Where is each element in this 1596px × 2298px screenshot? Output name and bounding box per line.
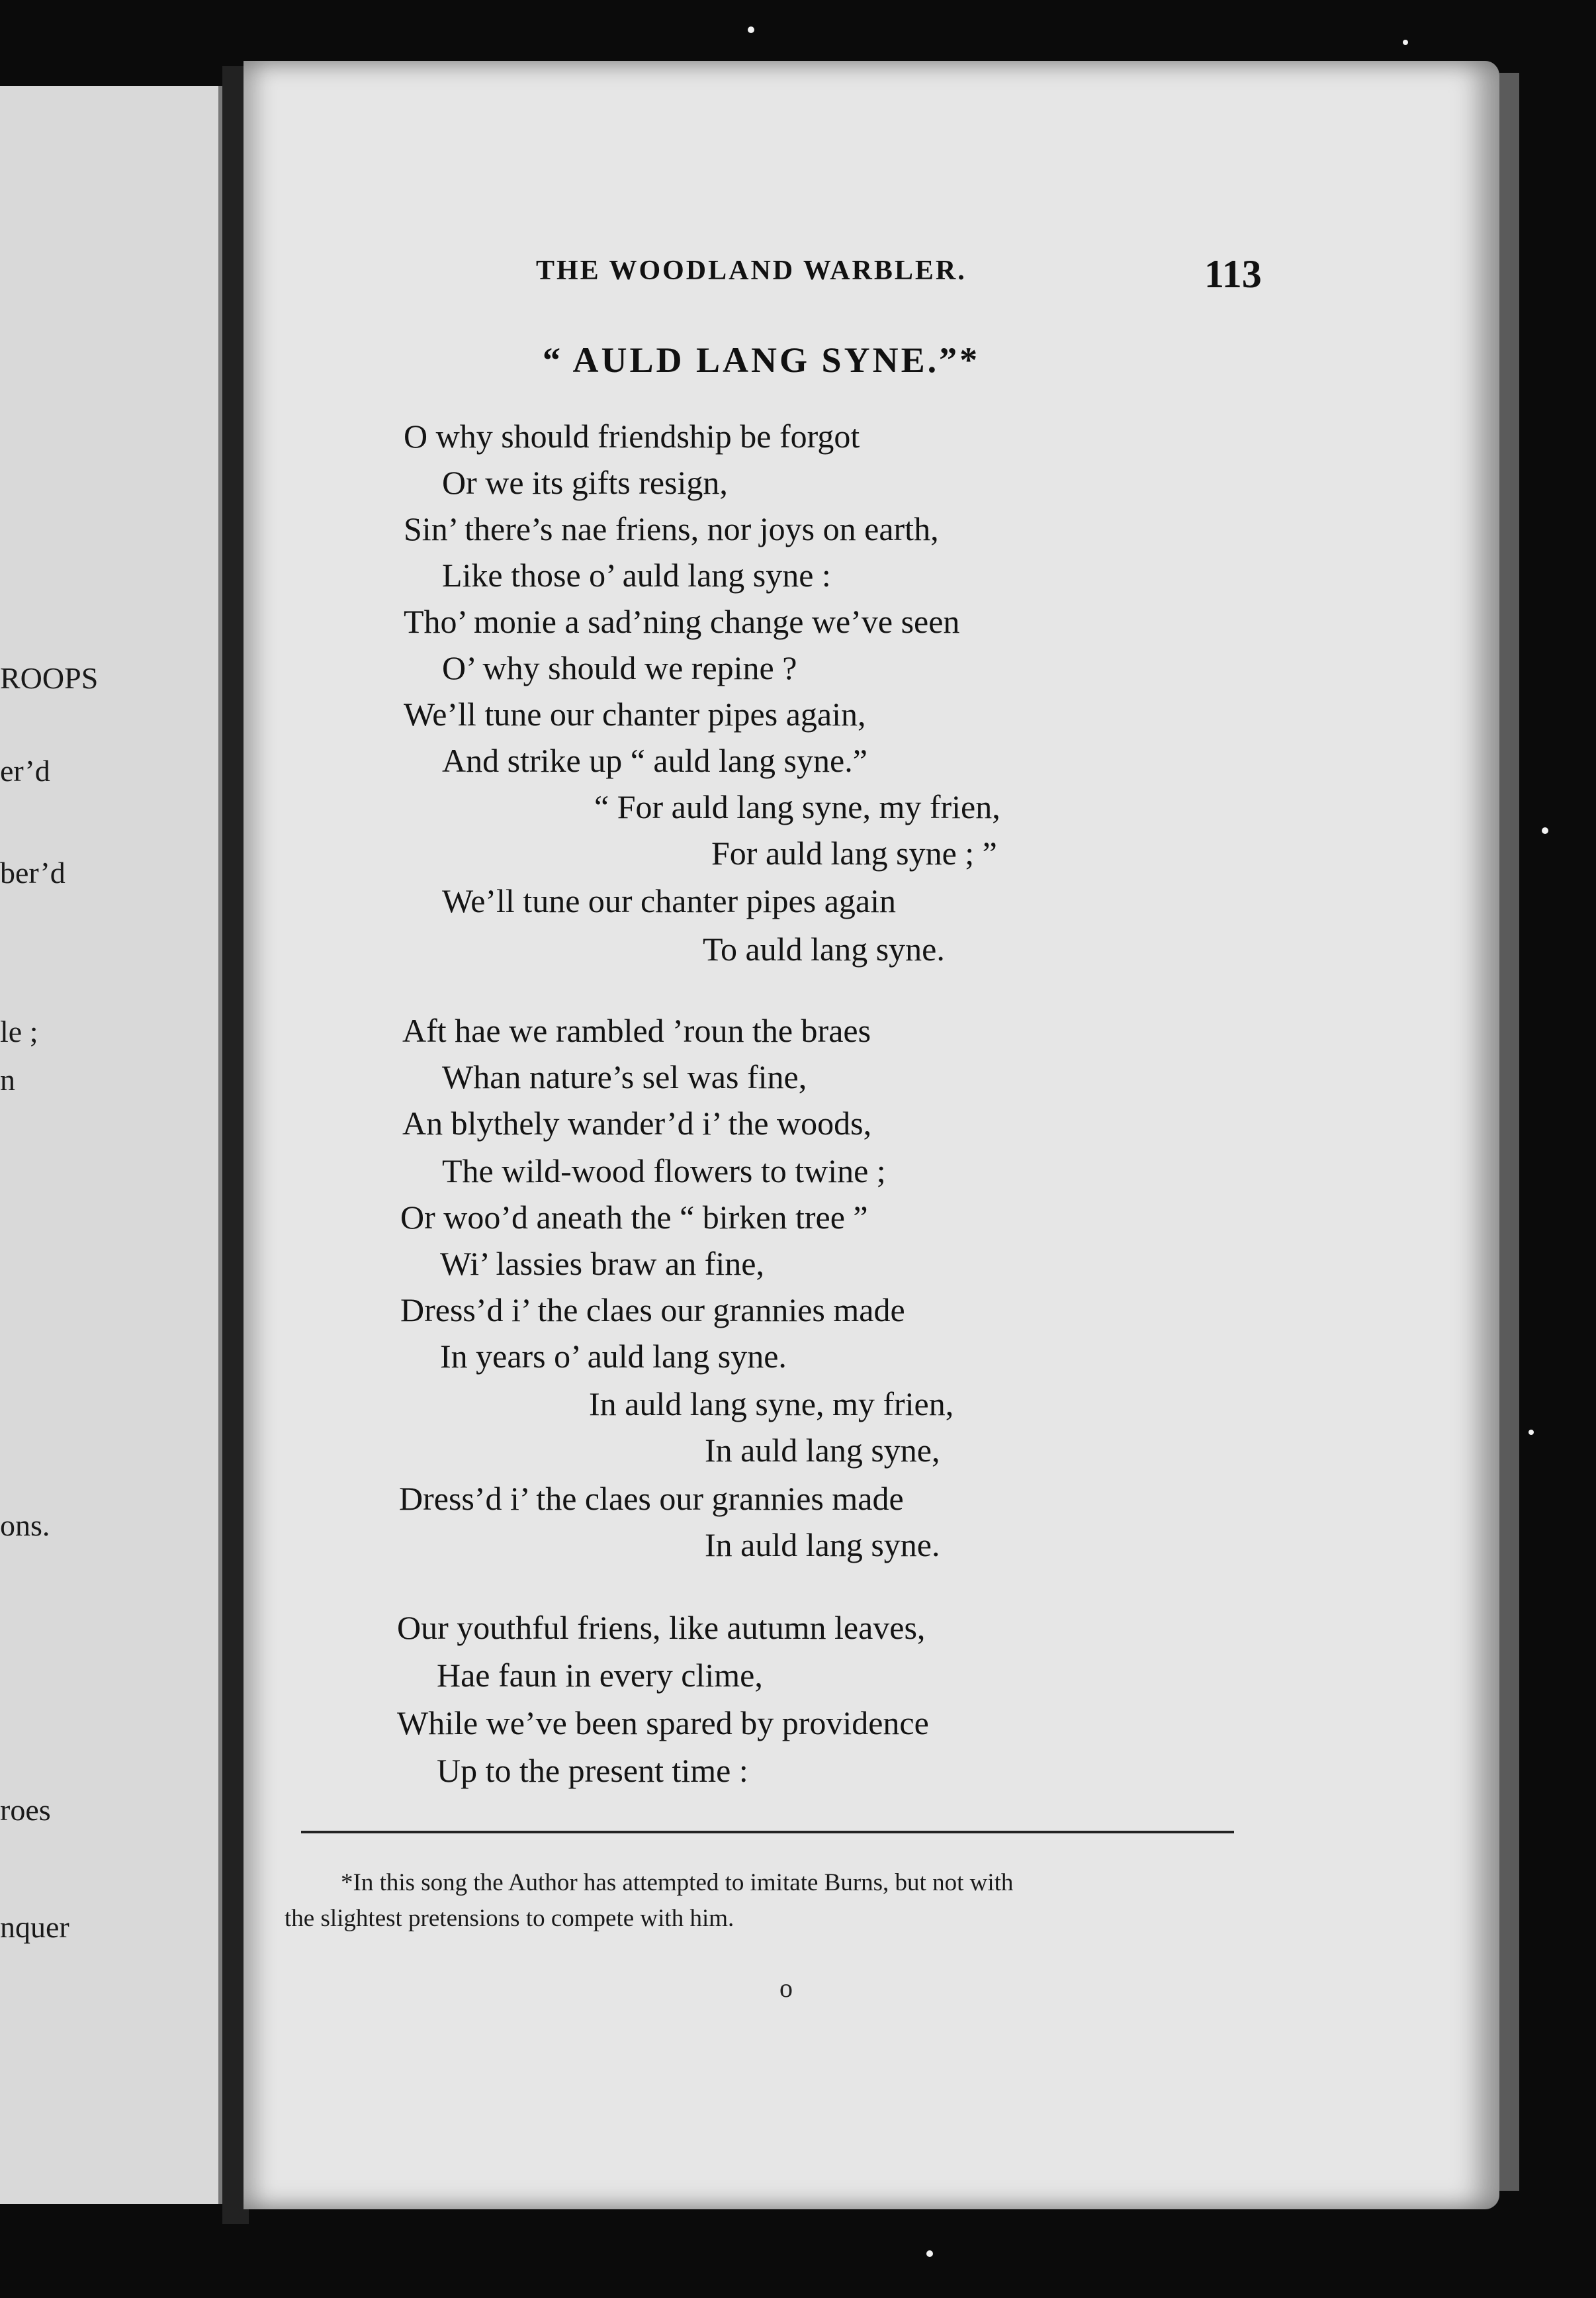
verse-line: The wild-wood flowers to twine ; bbox=[442, 1152, 886, 1189]
verse-line: Like those o’ auld lang syne : bbox=[442, 557, 831, 594]
scan-speck bbox=[926, 2250, 933, 2257]
verse-line: Up to the present time : bbox=[437, 1752, 748, 1789]
verse-line: Tho’ monie a sad’ning change we’ve seen bbox=[404, 603, 960, 640]
left-page-fragment: nquer bbox=[0, 1910, 69, 1944]
left-page-fragment: ber’d bbox=[0, 856, 66, 890]
page-edge-shadow bbox=[1499, 73, 1519, 2191]
left-facing-page bbox=[0, 86, 222, 2204]
running-head: THE WOODLAND WARBLER. bbox=[536, 255, 967, 286]
verse-line: Or we its gifts resign, bbox=[442, 464, 728, 501]
signature-mark: o bbox=[779, 1973, 793, 2003]
verse-line: Or woo’d aneath the “ birken tree ” bbox=[400, 1199, 868, 1236]
verse-line: Wi’ lassies braw an fine, bbox=[440, 1245, 764, 1282]
left-page-fragment: er’d bbox=[0, 754, 50, 788]
footnote bbox=[285, 1865, 1264, 1937]
verse-line: Dress’d i’ the claes our grannies made bbox=[400, 1291, 905, 1328]
footnote-rule bbox=[301, 1831, 1234, 1833]
song-title: “ AULD LANG SYNE.”* bbox=[543, 340, 981, 380]
verse-line: O why should friendship be forgot bbox=[404, 418, 860, 455]
verse-line: In years o’ auld lang syne. bbox=[440, 1338, 787, 1375]
page-number: 113 bbox=[1204, 252, 1262, 296]
chorus-line: In auld lang syne, my frien, bbox=[589, 1385, 954, 1422]
chorus-line: In auld lang syne, bbox=[705, 1432, 940, 1469]
chorus-line: For auld lang syne ; ” bbox=[711, 835, 997, 872]
chorus-line: We’ll tune our chanter pipes again bbox=[442, 882, 896, 919]
footnote-line: the slightest pretensions to compete with him. bbox=[285, 1905, 734, 1932]
left-page-fragment: ROOPS bbox=[0, 661, 99, 695]
scan-speck bbox=[748, 26, 754, 33]
verse-line: While we’ve been spared by providence bbox=[397, 1704, 929, 1741]
verse-line: Aft hae we rambled ’roun the braes bbox=[402, 1012, 871, 1049]
left-page-fragment: ons. bbox=[0, 1508, 50, 1542]
scan-speck bbox=[1529, 1430, 1534, 1435]
left-page-fragment: roes bbox=[0, 1793, 51, 1827]
chorus-line: Dress’d i’ the claes our grannies made bbox=[399, 1480, 904, 1517]
verse-line: And strike up “ auld lang syne.” bbox=[442, 742, 867, 779]
scan-speck bbox=[1403, 40, 1408, 45]
verse-line: Sin’ there’s nae friens, nor joys on earth, bbox=[404, 510, 939, 547]
scan-speck bbox=[1542, 827, 1548, 834]
verse-line: Our youthful friens, like autumn leaves, bbox=[397, 1609, 926, 1646]
footnote-line: *In this song the Author has attempted to imitate Burns, but not with bbox=[341, 1869, 1014, 1896]
verse-line: We’ll tune our chanter pipes again, bbox=[404, 696, 866, 733]
verse-line: O’ why should we repine ? bbox=[442, 649, 797, 686]
left-page-fragment: n bbox=[0, 1063, 15, 1097]
verse-line: Hae faun in every clime, bbox=[437, 1657, 763, 1694]
verse-line: An blythely wander’d i’ the woods, bbox=[402, 1105, 872, 1142]
verse-line: Whan nature’s sel was fine, bbox=[442, 1058, 807, 1095]
chorus-line: “ For auld lang syne, my frien, bbox=[594, 788, 1000, 825]
chorus-line: To auld lang syne. bbox=[703, 931, 945, 968]
chorus-line: In auld lang syne. bbox=[705, 1526, 940, 1563]
left-page-fragment: le ; bbox=[0, 1015, 38, 1048]
